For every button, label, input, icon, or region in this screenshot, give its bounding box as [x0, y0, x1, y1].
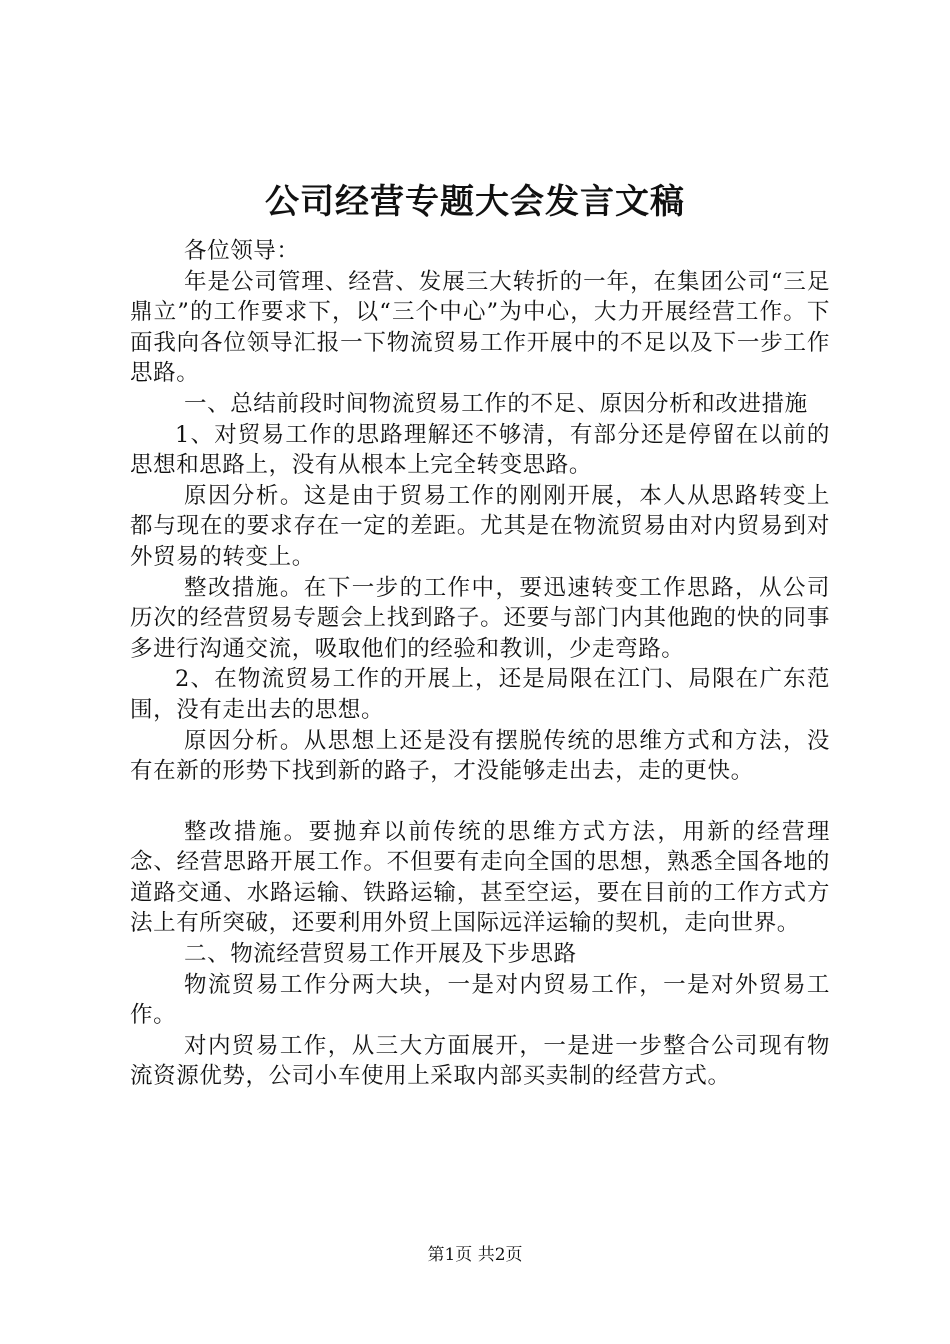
paragraph-gap: [130, 787, 830, 817]
point-1-cause: 原因分析。这是由于贸易工作的刚刚开展，本人从思路转变上都与现在的要求存在一定的差距。尤其是在物流贸易由对内贸易到对外贸易的转变上。: [130, 482, 830, 570]
point-1: 1、对贸易工作的思路理解还不够清，有部分还是停留在以前的思想和思路上，没有从根本上完全转变思路。: [130, 421, 830, 479]
section-heading-2: 二、物流经营贸易工作开展及下步思路: [184, 941, 577, 968]
salutation: 各位领导：: [184, 238, 300, 264]
document-title: 公司经营专题大会发言文稿: [265, 182, 685, 222]
point-2-cause: 原因分析。从思想上还是没有摆脱传统的思维方式和方法，没有在新的形势下找到新的路子，才没能够走出去，走的更快。: [130, 727, 830, 785]
point-2: 2、在物流贸易工作的开展上，还是局限在江门、局限在广东范围，没有走出去的思想。: [130, 666, 830, 723]
page-footer: 第1页 共2页: [427, 1245, 523, 1265]
paragraph-intro: 年是公司管理、经营、发展三大转折的一年，在集团公司“三足鼎立”的工作要求下，以“三个中心”为中心，大力开展经营工作。下面我向各位领导汇报一下物流贸易工作开展中的不足以及下一步工作思路。: [130, 268, 830, 387]
document-body: [130, 236, 830, 1092]
point-2-measure: 整改措施。要抛弃以前传统的思维方式方法，用新的经营理念、经营思路开展工作。不但要有走向全国的思想，熟悉全国各地的道路交通、水路运输、铁路运输，甚至空运，要在目前的工作方式方法上有所突破，还要利用外贸上国际远洋运输的契机，走向世界。: [130, 818, 830, 937]
paragraph-trade-overview: 物流贸易工作分两大块，一是对内贸易工作，一是对外贸易工作。: [130, 971, 830, 1029]
section-heading-1: 一、总结前段时间物流贸易工作的不足、原因分析和改进措施: [184, 390, 808, 417]
paragraph-domestic-trade: 对内贸易工作，从三大方面展开，一是进一步整合公司现有物流资源优势，公司小车使用上采取内部买卖制的经营方式。: [130, 1032, 830, 1090]
point-1-measure: 整改措施。在下一步的工作中，要迅速转变工作思路，从公司历次的经营贸易专题会上找到路子。还要与部门内其他跑的快的同事多进行沟通交流，吸取他们的经验和教训，少走弯路。: [130, 574, 830, 662]
